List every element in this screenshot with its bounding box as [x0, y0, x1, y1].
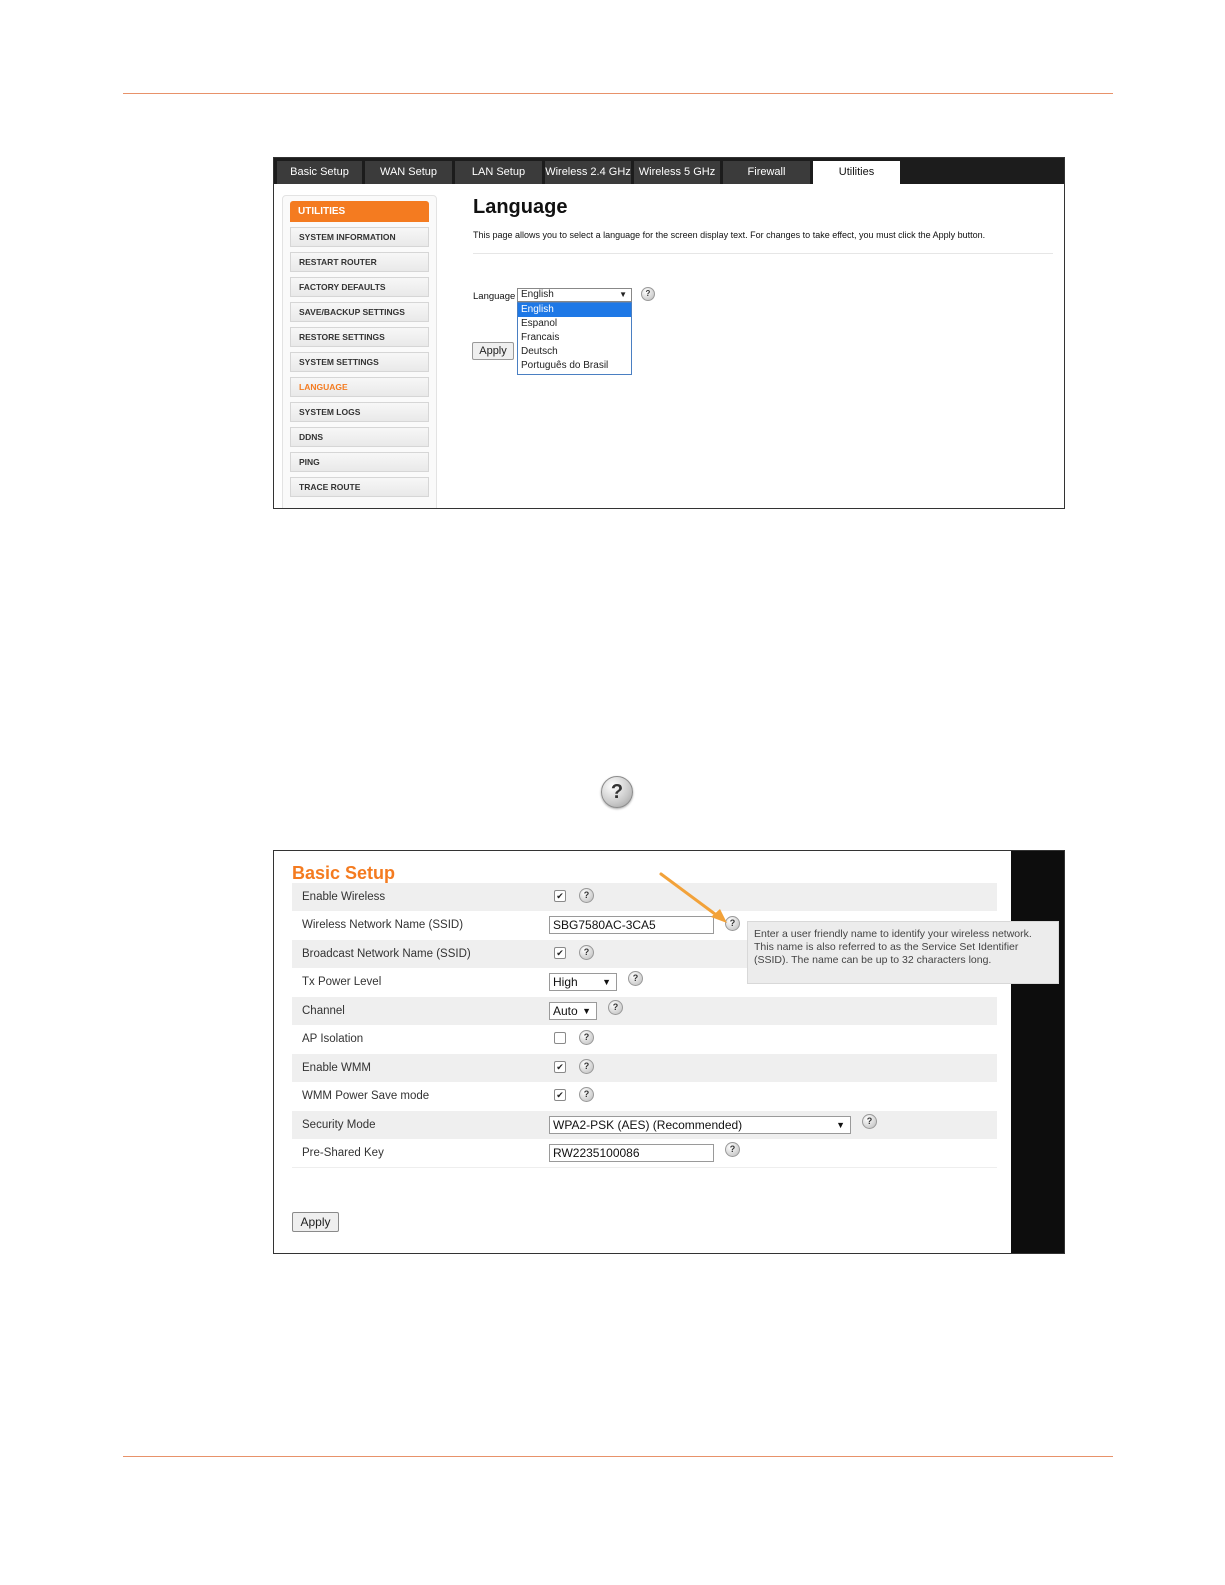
- channel-select[interactable]: [549, 1002, 597, 1020]
- language-screenshot: [273, 157, 1065, 509]
- sidebar-item-trace-route[interactable]: TRACE ROUTE: [290, 477, 429, 497]
- enable-wmm-checkbox[interactable]: ✔: [554, 1061, 566, 1073]
- apply-button[interactable]: Apply: [472, 342, 514, 360]
- help-icon[interactable]: ?: [579, 1059, 594, 1074]
- row-label: WMM Power Save mode: [302, 1090, 430, 1102]
- help-icon[interactable]: ?: [579, 888, 594, 903]
- row-enable-wireless: [292, 883, 997, 911]
- row-label: Enable Wireless: [302, 891, 386, 903]
- tab-wan-setup[interactable]: WAN Setup: [365, 161, 452, 184]
- language-option-english[interactable]: English: [518, 303, 631, 317]
- sidebar-item-system-settings[interactable]: SYSTEM SETTINGS: [290, 352, 429, 372]
- help-icon[interactable]: ?: [608, 1000, 623, 1015]
- row-label: Tx Power Level: [302, 976, 382, 988]
- sidebar-item-restart-router[interactable]: RESTART ROUTER: [290, 252, 429, 272]
- language-option-francais[interactable]: Francais: [521, 332, 560, 343]
- sidebar-item-system-logs[interactable]: SYSTEM LOGS: [290, 402, 429, 422]
- language-select-value: English: [521, 289, 554, 300]
- row-label: Broadcast Network Name (SSID): [302, 948, 471, 960]
- help-icon[interactable]: ?: [579, 1087, 594, 1102]
- language-label: Language: [473, 291, 516, 302]
- sidebar-item-save-backup-settings[interactable]: SAVE/BACKUP SETTINGS: [290, 302, 429, 322]
- tx-power-select[interactable]: [549, 973, 617, 991]
- channel-value: Auto: [553, 1004, 578, 1018]
- row-security-mode: [292, 1111, 997, 1139]
- ap-isolation-checkbox[interactable]: [554, 1032, 566, 1044]
- row-label: Channel: [302, 1005, 345, 1017]
- help-icon[interactable]: ?: [725, 1142, 740, 1157]
- enable-wireless-checkbox[interactable]: ✔: [554, 890, 566, 902]
- tab-utilities[interactable]: Utilities: [813, 161, 900, 184]
- tab-bar: [274, 158, 1064, 184]
- row-channel: [292, 997, 997, 1025]
- pre-shared-key-input[interactable]: RW2235100086: [549, 1144, 714, 1162]
- sidebar-item-factory-defaults[interactable]: FACTORY DEFAULTS: [290, 277, 429, 297]
- row-pre-shared-key: [292, 1139, 997, 1168]
- language-option-portugues[interactable]: Português do Brasil: [521, 360, 609, 371]
- tab-wireless-5[interactable]: Wireless 5 GHz: [634, 161, 720, 184]
- row-enable-wmm: [292, 1054, 997, 1082]
- ssid-input[interactable]: SBG7580AC-3CA5: [549, 916, 714, 934]
- chevron-down-icon: ▼: [602, 977, 611, 987]
- utilities-sidebar: [282, 195, 437, 509]
- dark-margin: [1011, 851, 1064, 1253]
- help-icon[interactable]: ?: [579, 1030, 594, 1045]
- row-label: AP Isolation: [302, 1033, 364, 1045]
- tab-basic-setup[interactable]: Basic Setup: [277, 161, 362, 184]
- page-title: Basic Setup: [292, 863, 396, 883]
- broadcast-ssid-checkbox[interactable]: ✔: [554, 947, 566, 959]
- chevron-down-icon: ▼: [619, 290, 627, 299]
- security-mode-value: WPA2-PSK (AES) (Recommended): [553, 1118, 743, 1132]
- language-select[interactable]: [517, 288, 632, 302]
- apply-button[interactable]: Apply: [292, 1212, 339, 1232]
- tab-lan-setup[interactable]: LAN Setup: [455, 161, 542, 184]
- tx-power-value: High: [553, 975, 578, 989]
- help-icon: ?: [601, 776, 633, 808]
- header-rule: [123, 93, 1113, 94]
- language-option-deutsch[interactable]: Deutsch: [521, 346, 558, 357]
- tab-wireless-24[interactable]: Wireless 2.4 GHz: [545, 161, 631, 184]
- sidebar-item-restore-settings[interactable]: RESTORE SETTINGS: [290, 327, 429, 347]
- sidebar-item-language[interactable]: LANGUAGE: [290, 377, 429, 397]
- sidebar-item-ddns[interactable]: DDNS: [290, 427, 429, 447]
- footer-rule: [123, 1456, 1113, 1457]
- row-label: Wireless Network Name (SSID): [302, 919, 464, 931]
- chevron-down-icon: ▼: [836, 1120, 845, 1130]
- security-mode-select[interactable]: [549, 1116, 851, 1134]
- tab-firewall[interactable]: Firewall: [723, 161, 810, 184]
- callout-arrow-icon: [659, 871, 739, 941]
- row-ap-isolation: [292, 1025, 997, 1053]
- row-wmm-power-save: [292, 1082, 997, 1110]
- sidebar-header: UTILITIES: [290, 201, 429, 222]
- help-icon[interactable]: ?: [862, 1114, 877, 1129]
- language-option-espanol[interactable]: Espanol: [521, 318, 558, 329]
- sidebar-item-ping[interactable]: PING: [290, 452, 429, 472]
- page-description: This page allows you to select a language for the screen display text. For changes to take effect, you must click the Apply button.: [473, 230, 986, 240]
- row-label: Pre-Shared Key: [302, 1147, 384, 1159]
- sidebar-item-system-information[interactable]: SYSTEM INFORMATION: [290, 227, 429, 247]
- row-label: Security Mode: [302, 1119, 376, 1131]
- help-icon[interactable]: ?: [628, 971, 643, 986]
- help-icon[interactable]: ?: [579, 945, 594, 960]
- row-label: Enable WMM: [302, 1062, 372, 1074]
- help-icon[interactable]: ?: [641, 287, 655, 301]
- page-title: Language: [473, 196, 568, 218]
- basic-setup-screenshot: [273, 850, 1065, 1254]
- ssid-help-tooltip: Enter a user friendly name to identify your wireless network. This name is also referred to as the Service Set Identifier (SSID). The name can be up to 32 characters long.: [747, 921, 1059, 984]
- chevron-down-icon: ▼: [582, 1006, 591, 1016]
- help-icon[interactable]: ?: [725, 916, 740, 931]
- wmm-power-save-checkbox[interactable]: ✔: [554, 1089, 566, 1101]
- language-dropdown-list: [517, 302, 632, 375]
- divider: [473, 253, 1053, 254]
